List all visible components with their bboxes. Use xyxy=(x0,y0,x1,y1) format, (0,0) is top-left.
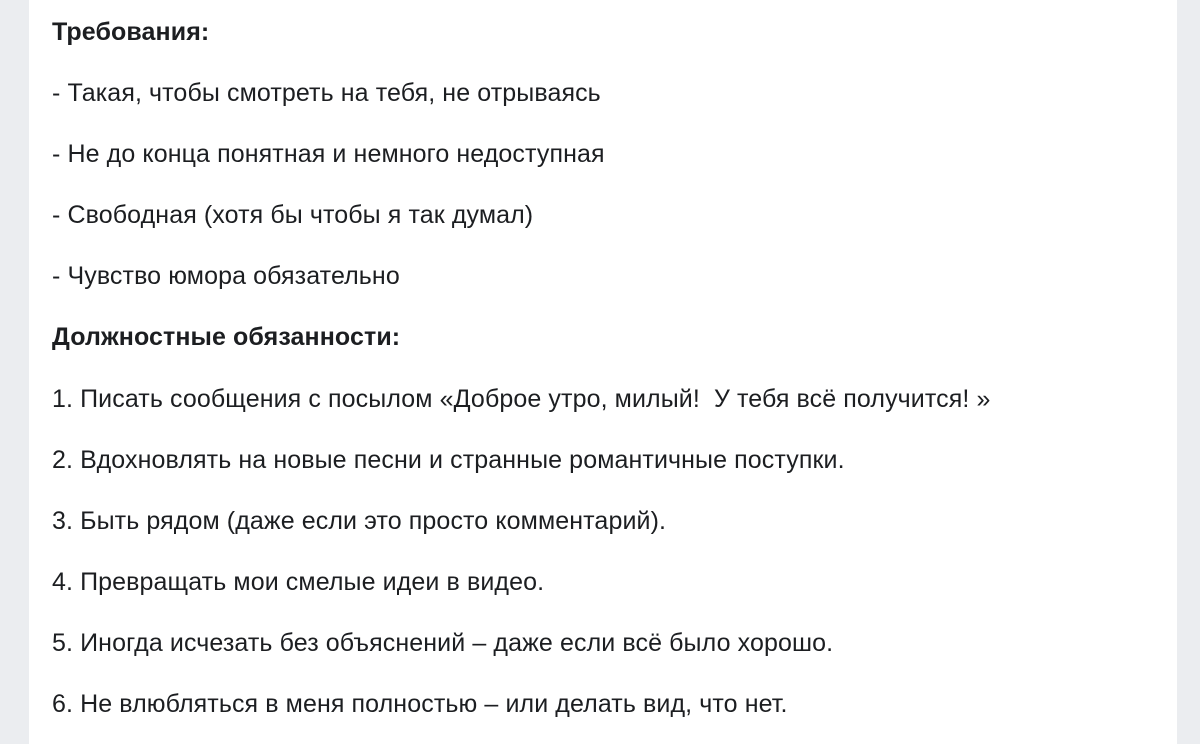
duty-item: 2. Вдохновлять на новые песни и странные романтичные поступки. xyxy=(52,446,845,474)
requirement-item: - Чувство юмора обязательно xyxy=(52,262,400,290)
duty-item: 3. Быть рядом (даже если это просто комментарий). xyxy=(52,507,667,535)
duties-heading: Должностные обязанности: xyxy=(52,323,401,351)
requirement-item: - Свободная (хотя бы чтобы я так думал) xyxy=(52,201,534,229)
duty-item: 4. Превращать мои смелые идеи в видео. xyxy=(52,568,545,596)
requirement-item: - Не до конца понятная и немного недоступная xyxy=(52,140,605,168)
post-body xyxy=(29,0,1177,744)
requirements-heading: Требования: xyxy=(52,18,210,46)
requirement-item: - Такая, чтобы смотреть на тебя, не отрываясь xyxy=(52,79,601,107)
duty-item: 1. Писать сообщения с посылом «Доброе утро, милый! У тебя всё получится! » xyxy=(52,385,991,413)
duty-item: 5. Иногда исчезать без объяснений – даже если всё было хорошо. xyxy=(52,629,834,657)
duty-item: 6. Не влюбляться в меня полностью – или делать вид, что нет. xyxy=(52,690,788,718)
